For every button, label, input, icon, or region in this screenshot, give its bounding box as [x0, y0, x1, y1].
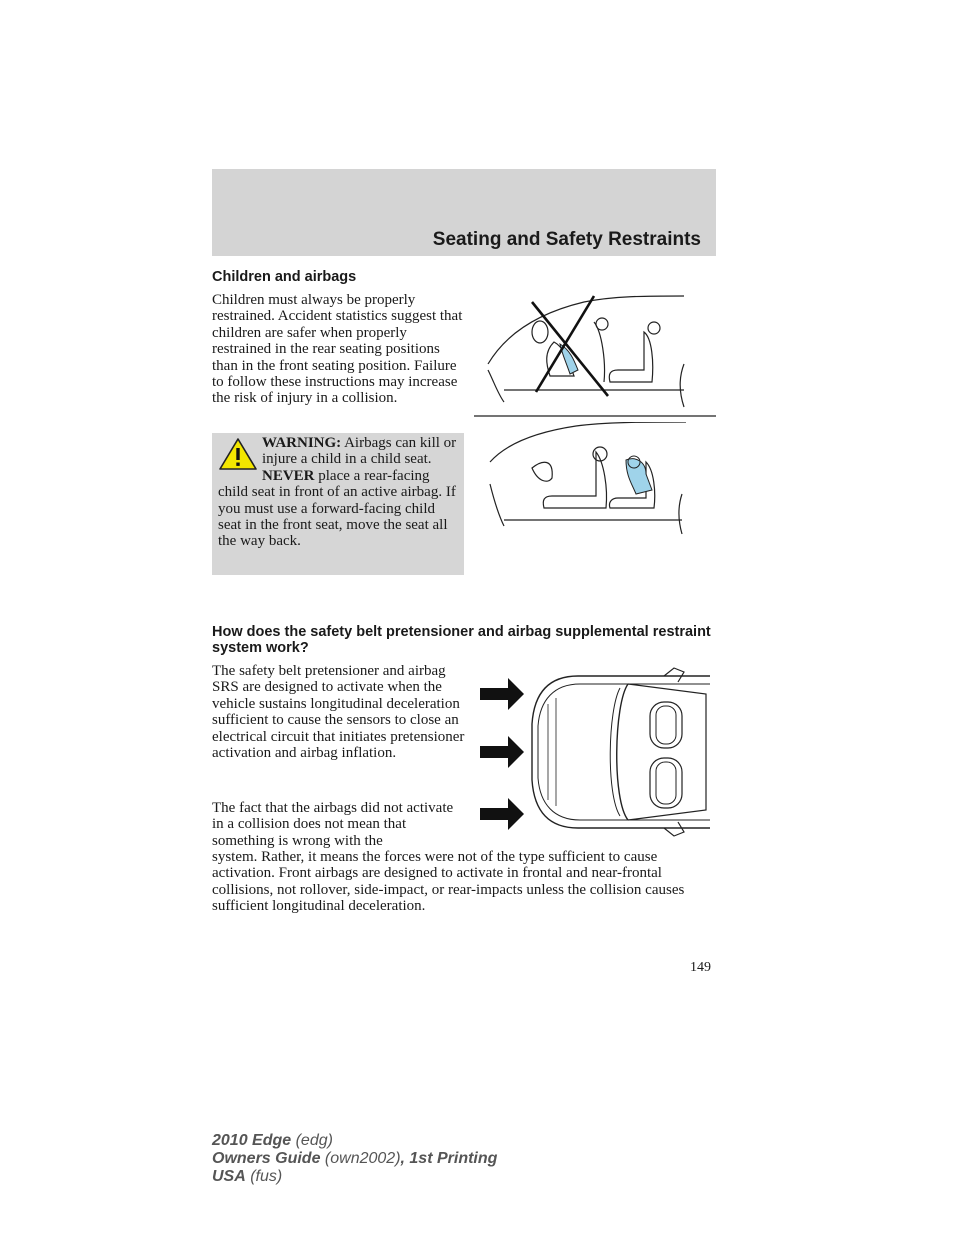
impact-arrow-icon [480, 736, 524, 768]
illustration-front-seat-child-crossed [474, 292, 716, 420]
warning-box [212, 433, 464, 575]
warning-emphasis: NEVER [262, 467, 315, 484]
warning-label: WARNING: [262, 435, 342, 451]
illustration-frontal-impact [478, 664, 714, 840]
airbag-paragraph-a: The fact that the airbags did not activate in a collision does not mean that something is wrong with the [212, 800, 454, 849]
illustration-rear-seat-child [486, 422, 690, 544]
children-airbags-paragraph: Children must always be properly restrained. Accident statistics suggest that children are safer when properly restrained in the rear seating positions than in the front seating position. Failure to follow these instructions may increase the risk of injury in a collision. [212, 292, 463, 407]
airbag-paragraph-b: system. Rather, it means the forces were not of the type sufficient to cause activation. Front airbags are designed to activate in frontal and near-frontal collisions, not rollover, side-impact, or rear-impacts unless the collision causes sufficient longitudinal deceleration. [212, 849, 685, 915]
warning-triangle-icon [218, 437, 258, 471]
document-footer: 2010 Edge (edg) Owners Guide (own2002), 1st Printing USA (fus) [212, 1132, 498, 1185]
pretensioner-paragraph: The safety belt pretensioner and airbag SRS are designed to activate when the vehicle sustains longitudinal deceleration sufficient to cause the sensors to close an electrical circuit that initiates pretensioner activation and airbag inflation. [212, 663, 465, 762]
warning-text: WARNING: Airbags can kill or injure a child in a child seat. NEVER place a rear-facing child seat in front of an active airbag. If you must use a forward-facing child seat in the front seat, move the seat all the way back. [218, 435, 457, 550]
impact-arrow-icon [480, 798, 524, 830]
section-title: Seating and Safety Restraints [432, 229, 701, 250]
section-header-band [212, 169, 716, 256]
heading-pretensioner-srs: How does the safety belt pretensioner and airbag supplemental restraint system work? [212, 624, 711, 656]
page-number: 149 [690, 960, 711, 975]
heading-children-airbags: Children and airbags [212, 269, 357, 285]
impact-arrow-icon [480, 678, 524, 710]
